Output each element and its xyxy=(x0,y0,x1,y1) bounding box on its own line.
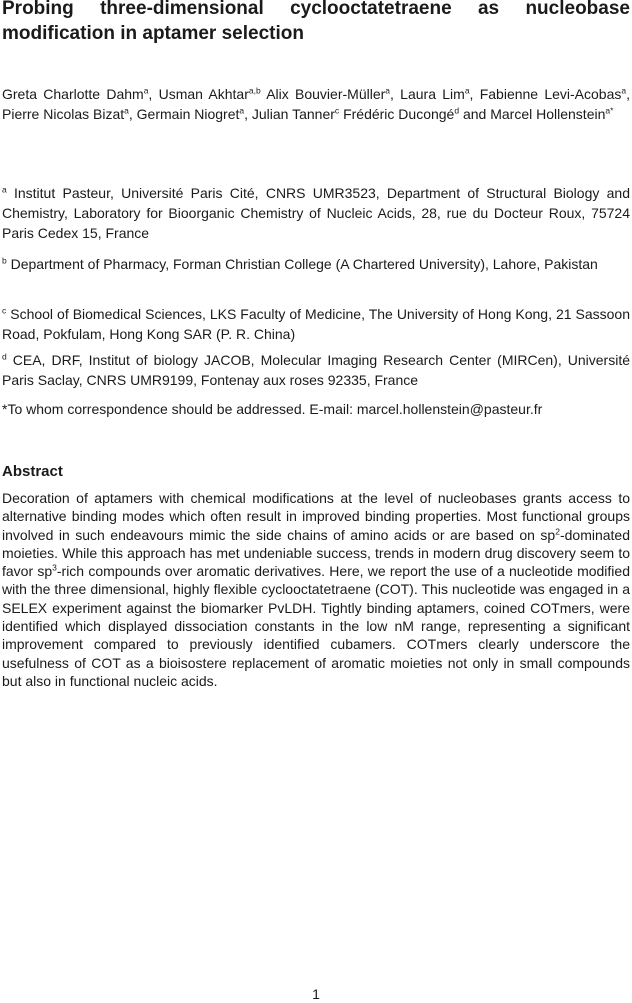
superscript: 2 xyxy=(555,525,560,536)
author-name: Germain Niogret xyxy=(136,106,240,122)
abstract-body: Decoration of aptamers with chemical modifications at the level of nucleobases grants access to alternative binding modes which often result in improved binding properties. Most functional groups involved in such endeavours mimic the side chains of amino acids or are based on $sp^2$-dominated moieties. While this approach has met undeniable success, trends in modern drug discovery seem to favor $sp^3$-rich compounds over aromatic derivatives. Here, we report the use of a nucleotide modified with the three dimensional, highly flexible cyclooctatetraene (COT). This nucleotide was engaged in a SELEX experiment against the biomarker PvLDH. Tightly binding aptamers, coined COTmers, were identified which displayed dissociation constants in the low nM range, representing a significant improvement compared to previously identified cubamers. COTmers clearly underscore the usefulness of COT as a bioisostere replacement of aromatic moieties not only in small compounds but also in functional nucleic acids. xyxy=(2,490,630,689)
affiliation-b xyxy=(2,254,630,274)
author-name: Usman Akhtar xyxy=(158,86,249,102)
affiliation-c xyxy=(2,304,630,344)
affiliation-a xyxy=(2,183,630,243)
author-affiliation-mark: a xyxy=(143,85,149,96)
paper-title: Probing three-dimensional cyclooctatetraene as nucleobase modification in aptamer selection xyxy=(2,0,630,44)
author-list: Greta Charlotte Dahm$^a$, Usman Akhtar$^{a,b}$ Alix Bouvier-Müller$^a$, Laura Lim$^a$, Fabienne Levi-Acobas$^a$, Pierre Nicolas Bizat$^a$, Germain Niogret$^a$, Julian Tanner$^c$ Frédéric Ducongé$^d$ and Marcel Hollenstein$^{a*}$ xyxy=(2,85,631,122)
abstract-heading: Abstract xyxy=(2,463,63,480)
author-name: Marcel Hollenstein xyxy=(490,106,606,122)
author-affiliation-mark: a xyxy=(385,85,391,96)
affiliation-d xyxy=(2,350,630,390)
author-name: Laura Lim xyxy=(400,86,465,102)
author-name: Greta Charlotte Dahm xyxy=(2,86,144,102)
author-name: Fabienne Levi-Acobas xyxy=(479,86,622,102)
affiliation-text: School of Biomedical Sciences, LKS Faculty of Medicine, The University of Hong Kong, 21 Sassoon Road, Pokfulam, Hong Kong SAR (P. R. China) xyxy=(2,306,630,342)
author-name: Pierre Nicolas Bizat xyxy=(2,106,125,122)
affiliation-mark: b xyxy=(2,255,7,266)
author-name: Julian Tanner xyxy=(251,106,335,122)
affiliation-mark: c xyxy=(2,305,7,316)
author-affiliation-mark: a xyxy=(124,105,129,116)
superscript: 3 xyxy=(52,562,57,573)
author-affiliation-mark: a,b xyxy=(248,85,261,96)
correspondence-note: *To whom correspondence should be addressed. E-mail: marcel.hollenstein@pasteur.fr xyxy=(2,401,543,417)
affiliation-text: CEA, DRF, Institut of biology JACOB, Molecular Imaging Research Center (MIRCen), Université Paris Saclay, CNRS UMR9199, Fontenay aux roses 92335, France xyxy=(2,352,630,388)
author-affiliation-mark: a* xyxy=(605,105,614,116)
author-name: Frédéric Ducongé xyxy=(343,106,455,122)
author-affiliation-mark: a xyxy=(464,85,470,96)
page-number: 1 xyxy=(312,986,320,1002)
affiliation-mark: a xyxy=(2,184,7,195)
affiliation-mark: d xyxy=(2,351,7,362)
affiliation-text: Institut Pasteur, Université Paris Cité, CNRS UMR3523, Department of Structural Biology and Chemistry, Laboratory for Bioorganic Chemistry of Nucleic Acids, 28, rue du Docteur Roux, 75724 Paris Cedex 15, France xyxy=(2,185,630,241)
author-affiliation-mark: a xyxy=(239,105,245,116)
author-affiliation-mark: d xyxy=(454,105,460,116)
author-affiliation-mark: c xyxy=(334,105,340,116)
author-affiliation-mark: a xyxy=(621,85,627,96)
author-name: Alix Bouvier-Müller xyxy=(266,86,386,102)
affiliation-text: Department of Pharmacy, Forman Christian College (A Chartered University), Lahore, Pakistan xyxy=(6,256,598,272)
